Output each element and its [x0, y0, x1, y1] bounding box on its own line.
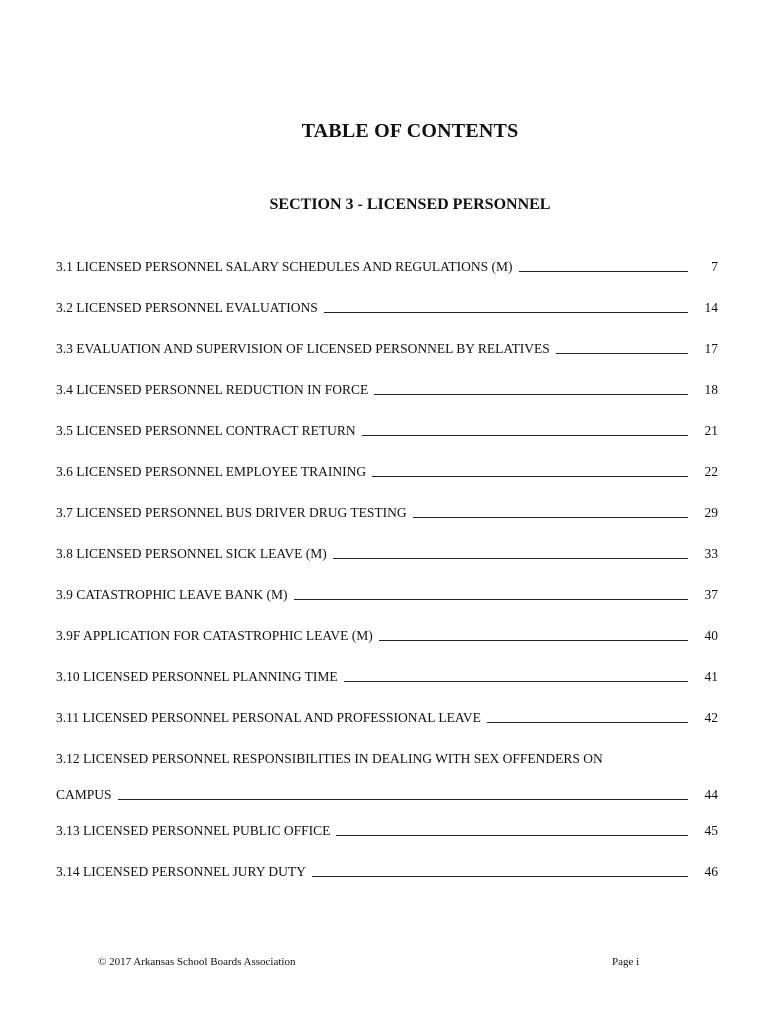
toc-entry-label: 3.10 LICENSED PERSONNEL PLANNING TIME	[56, 669, 338, 684]
toc-leader-line	[556, 352, 688, 354]
footer-page-number: Page i	[612, 956, 640, 968]
toc-entry-label: 3.8 LICENSED PERSONNEL SICK LEAVE (M)	[56, 546, 327, 561]
toc-page-number: 29	[704, 505, 718, 520]
toc-entry[interactable]	[56, 422, 718, 440]
toc-entry-label: 3.6 LICENSED PERSONNEL EMPLOYEE TRAINING	[56, 464, 367, 479]
toc-entry-label-continued: CAMPUS	[56, 787, 112, 802]
toc-page-number: 41	[704, 669, 718, 684]
toc-entry[interactable]	[56, 668, 718, 686]
toc-page-number: 45	[704, 823, 718, 838]
toc-page-number: 40	[704, 628, 718, 643]
toc-leader-line	[118, 798, 688, 800]
toc-leader-line	[362, 434, 688, 436]
toc-leader-line	[372, 475, 688, 477]
toc-page-number: 33	[704, 546, 718, 561]
toc-entry-label: 3.14 LICENSED PERSONNEL JURY DUTY	[56, 864, 306, 879]
toc-entry-label: 3.1 LICENSED PERSONNEL SALARY SCHEDULES AND REGULATIONS (M)	[56, 259, 513, 274]
toc-page-number: 18	[704, 382, 718, 397]
toc-page-number: 21	[704, 423, 718, 438]
toc-entry[interactable]	[56, 258, 718, 276]
toc-entry-label: 3.2 LICENSED PERSONNEL EVALUATIONS	[56, 300, 318, 315]
toc-leader-line	[379, 639, 688, 641]
toc-entry-label: 3.9F APPLICATION FOR CATASTROPHIC LEAVE (M)	[56, 628, 373, 643]
toc-leader-line	[413, 516, 688, 518]
toc-page-number: 17	[704, 341, 718, 356]
toc-entry-label: 3.7 LICENSED PERSONNEL BUS DRIVER DRUG TESTING	[56, 505, 407, 520]
toc-leader-line	[294, 598, 688, 600]
section-heading: SECTION 3 - LICENSED PERSONNEL	[269, 196, 551, 213]
toc-page-number: 22	[704, 464, 718, 479]
toc-entry-label: 3.5 LICENSED PERSONNEL CONTRACT RETURN	[56, 423, 356, 438]
toc-entry[interactable]	[56, 586, 718, 604]
page-title: TABLE OF CONTENTS	[301, 120, 519, 142]
toc-page-number: 37	[704, 587, 718, 602]
toc-entry[interactable]	[56, 381, 718, 399]
toc-leader-line	[336, 834, 688, 836]
toc-leader-line	[312, 875, 688, 877]
toc-page-number: 7	[711, 259, 718, 274]
toc-leader-line	[333, 557, 688, 559]
toc-leader-line	[344, 680, 688, 682]
toc-entry[interactable]	[56, 299, 718, 317]
toc-entry-label: 3.12 LICENSED PERSONNEL RESPONSIBILITIES IN DEALING WITH SEX OFFENDERS ON	[56, 751, 603, 766]
toc-entry[interactable]	[56, 709, 718, 727]
table-of-contents	[56, 258, 718, 904]
toc-entry[interactable]	[56, 545, 718, 563]
toc-page-number: 44	[704, 787, 718, 802]
toc-page-number: 46	[704, 864, 718, 879]
toc-entry[interactable]	[56, 750, 718, 804]
toc-entry-label: 3.3 EVALUATION AND SUPERVISION OF LICENSED PERSONNEL BY RELATIVES	[56, 341, 550, 356]
toc-entry-label: 3.9 CATASTROPHIC LEAVE BANK (M)	[56, 587, 288, 602]
toc-leader-line	[487, 721, 688, 723]
toc-page-number: 42	[704, 710, 718, 725]
toc-entry[interactable]	[56, 463, 718, 481]
toc-entry-label: 3.13 LICENSED PERSONNEL PUBLIC OFFICE	[56, 823, 331, 838]
toc-leader-line	[519, 270, 688, 272]
toc-entry[interactable]	[56, 627, 718, 645]
footer-copyright: © 2017 Arkansas School Boards Association	[98, 956, 296, 968]
toc-page-number: 14	[704, 300, 718, 315]
toc-entry[interactable]	[56, 822, 718, 840]
toc-entry-label: 3.11 LICENSED PERSONNEL PERSONAL AND PROFESSIONAL LEAVE	[56, 710, 481, 725]
toc-entry[interactable]	[56, 863, 718, 881]
toc-entry-label: 3.4 LICENSED PERSONNEL REDUCTION IN FORCE	[56, 382, 369, 397]
toc-entry[interactable]	[56, 340, 718, 358]
toc-leader-line	[324, 311, 688, 313]
toc-leader-line	[374, 393, 688, 395]
toc-entry-continuation	[56, 786, 718, 804]
toc-entry[interactable]	[56, 504, 718, 522]
